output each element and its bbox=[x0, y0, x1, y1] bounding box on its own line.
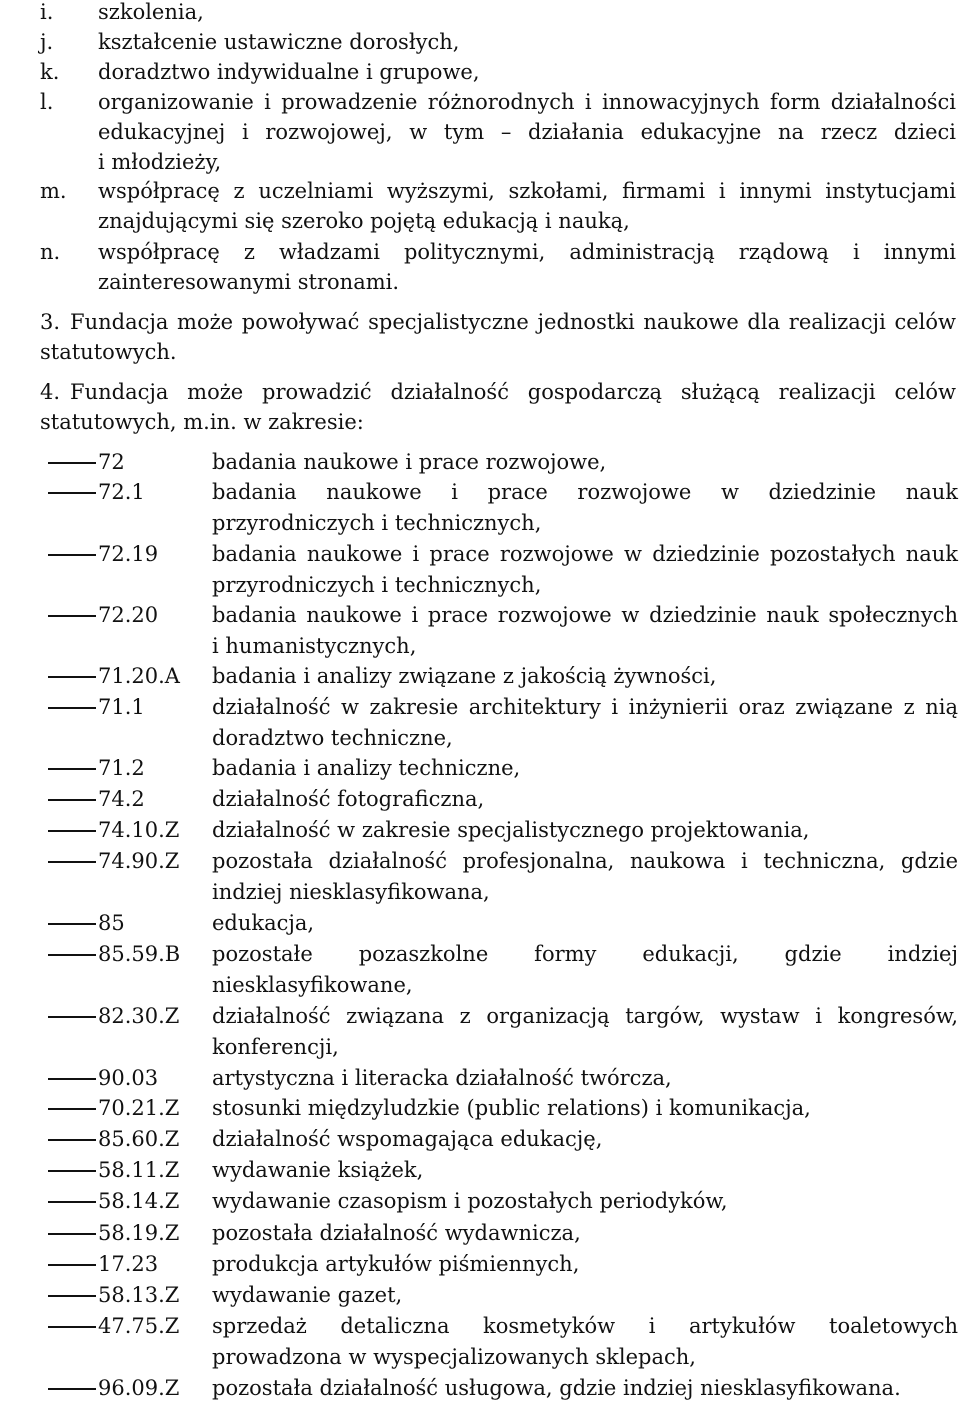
pkd-code: 72 bbox=[98, 450, 125, 474]
list-item-text: doradztwo indywidualne i grupowe, bbox=[98, 60, 480, 84]
pkd-code: 71.2 bbox=[98, 756, 145, 780]
dash-bullet bbox=[48, 707, 96, 709]
dash-bullet bbox=[48, 1233, 96, 1235]
pkd-description: doradztwo techniczne, bbox=[212, 726, 453, 750]
pkd-code: 71.20.A bbox=[98, 664, 180, 688]
dash-bullet bbox=[48, 615, 96, 617]
pkd-code: 17.23 bbox=[98, 1252, 159, 1276]
pkd-description: działalność w zakresie specjalistycznego projektowania, bbox=[212, 818, 810, 842]
list-item-letter: m. bbox=[40, 179, 67, 203]
pkd-code: 70.21.Z bbox=[98, 1096, 180, 1120]
dash-bullet bbox=[48, 554, 96, 556]
dash-bullet bbox=[48, 1295, 96, 1297]
pkd-code: 82.30.Z bbox=[98, 1004, 180, 1028]
pkd-code: 74.2 bbox=[98, 787, 145, 811]
dash-bullet bbox=[48, 954, 96, 956]
pkd-description: działalność w zakresie architektury i inżynierii oraz związane z nią bbox=[212, 695, 958, 719]
pkd-code: 72.1 bbox=[98, 480, 145, 504]
dash-bullet bbox=[48, 1108, 96, 1110]
pkd-code: 47.75.Z bbox=[98, 1314, 180, 1338]
dash-bullet bbox=[48, 1139, 96, 1141]
list-item-text: znajdującymi się szeroko pojętą edukacją i nauką, bbox=[98, 209, 630, 233]
pkd-code: 85.60.Z bbox=[98, 1127, 180, 1151]
pkd-description: badania naukowe i prace rozwojowe w dziedzinie nauk społecznych bbox=[212, 603, 958, 627]
paragraph-number: 4. bbox=[40, 380, 61, 404]
dash-bullet bbox=[48, 492, 96, 494]
dash-bullet bbox=[48, 861, 96, 863]
dash-bullet bbox=[48, 799, 96, 801]
pkd-description: wydawanie czasopism i pozostałych periodyków, bbox=[212, 1189, 728, 1213]
pkd-code: 71.1 bbox=[98, 695, 145, 719]
pkd-code: 58.11.Z bbox=[98, 1158, 180, 1182]
paragraph-text: Fundacja może prowadzić działalność gospodarczą służącą realizacji celów bbox=[70, 380, 956, 404]
pkd-description: działalność związana z organizacją targów, wystaw i kongresów, bbox=[212, 1004, 958, 1028]
pkd-description: przyrodniczych i technicznych, bbox=[212, 511, 542, 535]
list-item-text: kształcenie ustawiczne dorosłych, bbox=[98, 30, 460, 54]
pkd-code: 74.10.Z bbox=[98, 818, 180, 842]
pkd-description: badania naukowe i prace rozwojowe w dziedzinie pozostałych nauk bbox=[212, 542, 958, 566]
pkd-code: 58.14.Z bbox=[98, 1189, 180, 1213]
dash-bullet bbox=[48, 923, 96, 925]
pkd-code: 72.19 bbox=[98, 542, 159, 566]
pkd-description: pozostała działalność profesjonalna, naukowa i techniczna, gdzie bbox=[212, 849, 958, 873]
dash-bullet bbox=[48, 1264, 96, 1266]
pkd-code: 74.90.Z bbox=[98, 849, 180, 873]
pkd-description: i humanistycznych, bbox=[212, 634, 417, 658]
pkd-code: 72.20 bbox=[98, 603, 159, 627]
list-item-text: edukacyjnej i rozwojowej, w tym – działania edukacyjne na rzecz dzieci bbox=[98, 120, 956, 144]
pkd-description: przyrodniczych i technicznych, bbox=[212, 573, 542, 597]
pkd-description: badania naukowe i prace rozwojowe, bbox=[212, 450, 607, 474]
pkd-code: 90.03 bbox=[98, 1066, 159, 1090]
pkd-description: artystyczna i literacka działalność twórcza, bbox=[212, 1066, 672, 1090]
pkd-description: sprzedaż detaliczna kosmetyków i artykułów toaletowych bbox=[212, 1314, 958, 1338]
dash-bullet bbox=[48, 1016, 96, 1018]
pkd-description: pozostała działalność usługowa, gdzie indziej niesklasyfikowana. bbox=[212, 1376, 901, 1400]
pkd-description: badania i analizy techniczne, bbox=[212, 756, 521, 780]
list-item-text: zainteresowanymi stronami. bbox=[98, 270, 400, 294]
pkd-code: 85 bbox=[98, 911, 125, 935]
pkd-code: 58.19.Z bbox=[98, 1221, 180, 1245]
pkd-description: stosunki międzyludzkie (public relations) i komunikacja, bbox=[212, 1096, 811, 1120]
dash-bullet bbox=[48, 768, 96, 770]
pkd-description: wydawanie gazet, bbox=[212, 1283, 403, 1307]
dash-bullet bbox=[48, 462, 96, 464]
list-item-letter: i. bbox=[40, 0, 54, 24]
dash-bullet bbox=[48, 830, 96, 832]
paragraph-number: 3. bbox=[40, 310, 61, 334]
list-item-text: współpracę z uczelniami wyższymi, szkołami, firmami i innymi instytucjami bbox=[98, 179, 956, 203]
dash-bullet bbox=[48, 1170, 96, 1172]
list-item-letter: l. bbox=[40, 90, 54, 114]
pkd-description: pozostałe pozaszkolne formy edukacji, gdzie indziej bbox=[212, 942, 958, 966]
pkd-code: 96.09.Z bbox=[98, 1376, 180, 1400]
pkd-description: działalność wspomagająca edukację, bbox=[212, 1127, 603, 1151]
pkd-description: edukacja, bbox=[212, 911, 315, 935]
pkd-description: działalność fotograficzna, bbox=[212, 787, 485, 811]
dash-bullet bbox=[48, 1388, 96, 1390]
list-item-text: i młodzieży, bbox=[98, 150, 222, 174]
pkd-description: pozostała działalność wydawnicza, bbox=[212, 1221, 581, 1245]
pkd-description: badania i analizy związane z jakością żywności, bbox=[212, 664, 717, 688]
pkd-description: produkcja artykułów piśmiennych, bbox=[212, 1252, 580, 1276]
dash-bullet bbox=[48, 676, 96, 678]
pkd-description: wydawanie książek, bbox=[212, 1158, 424, 1182]
list-item-text: współpracę z władzami politycznymi, administracją rządową i innymi bbox=[98, 240, 956, 264]
pkd-description: prowadzona w wyspecjalizowanych sklepach, bbox=[212, 1345, 696, 1369]
pkd-description: indziej niesklasyfikowana, bbox=[212, 880, 490, 904]
dash-bullet bbox=[48, 1078, 96, 1080]
pkd-description: niesklasyfikowane, bbox=[212, 973, 413, 997]
pkd-code: 58.13.Z bbox=[98, 1283, 180, 1307]
list-item-text: organizowanie i prowadzenie różnorodnych i innowacyjnych form działalności bbox=[98, 90, 956, 114]
list-item-letter: j. bbox=[40, 30, 54, 54]
pkd-code: 85.59.B bbox=[98, 942, 181, 966]
list-item-text: szkolenia, bbox=[98, 0, 204, 24]
list-item-letter: n. bbox=[40, 240, 61, 264]
paragraph-text: statutowych. bbox=[40, 340, 177, 364]
list-item-letter: k. bbox=[40, 60, 60, 84]
pkd-description: badania naukowe i prace rozwojowe w dziedzinie nauk bbox=[212, 480, 958, 504]
dash-bullet bbox=[48, 1326, 96, 1328]
pkd-description: konferencji, bbox=[212, 1035, 339, 1059]
dash-bullet bbox=[48, 1201, 96, 1203]
paragraph-text: statutowych, m.in. w zakresie: bbox=[40, 410, 364, 434]
paragraph-text: Fundacja może powoływać specjalistyczne jednostki naukowe dla realizacji celów bbox=[70, 310, 956, 334]
